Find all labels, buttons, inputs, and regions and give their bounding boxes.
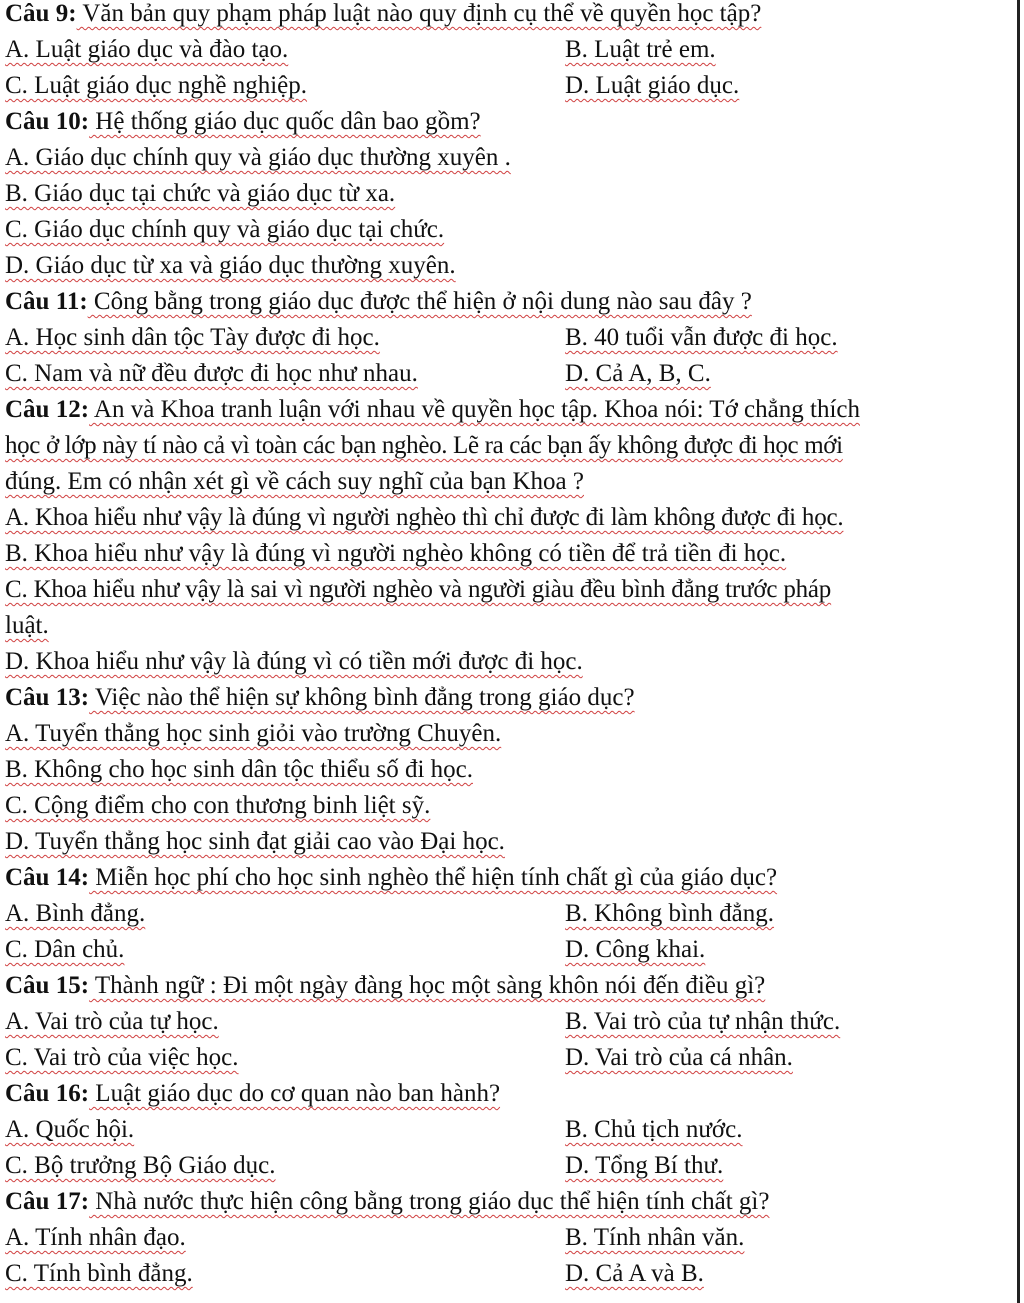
option-a: A. Giáo dục chính quy và giáo dục thường xuyên . — [5, 144, 511, 171]
question-12 — [5, 392, 1004, 428]
options-row — [5, 932, 1004, 968]
question-11 — [5, 284, 1004, 320]
question-text: Hệ thống giáo dục quốc dân bao gồm? — [89, 108, 481, 135]
question-16 — [5, 1076, 1004, 1112]
question-label: Câu 17: — [5, 1188, 90, 1215]
option-c: C. Dân chủ. — [5, 936, 125, 963]
question-text: Việc nào thể hiện sự không bình đẳng trong giáo dục? — [89, 684, 635, 711]
question-text: Văn bản quy phạm pháp luật nào quy định cụ thể về quyền học tập? — [76, 0, 762, 27]
option-d: D. Khoa hiểu như vậy là đúng vì có tiền mới được đi học. — [5, 648, 583, 675]
option-d: D. Vai trò của cá nhân. — [565, 1044, 793, 1071]
option-d: D. Cả A và B. — [565, 1260, 704, 1287]
options-row — [5, 1004, 1004, 1040]
question-text: Miễn học phí cho học sinh nghèo thể hiện tính chất gì của giáo dục? — [89, 864, 778, 891]
option-a: A. Tính nhân đạo. — [5, 1224, 186, 1251]
window-border — [1017, 0, 1020, 1303]
question-13 — [5, 680, 1004, 716]
question-label: Câu 11: — [5, 288, 88, 315]
option-b: B. 40 tuổi vẫn được đi học. — [565, 324, 838, 351]
option-a: A. Vai trò của tự học. — [5, 1008, 219, 1035]
option-a: A. Khoa hiểu như vậy là đúng vì người nghèo thì chỉ được đi làm không được đi học. — [5, 504, 844, 531]
option-d: D. Tổng Bí thư. — [565, 1152, 724, 1179]
question-14 — [5, 860, 1004, 896]
option-b: B. Khoa hiểu như vậy là đúng vì người nghèo không có tiền để trả tiền đi học. — [5, 540, 787, 567]
option-b: B. Không bình đẳng. — [565, 900, 775, 927]
question-label: Câu 12: — [5, 396, 90, 423]
question-label: Câu 9: — [5, 0, 77, 27]
option-c: C. Giáo dục chính quy và giáo dục tại chức. — [5, 216, 445, 243]
question-label: Câu 14: — [5, 864, 90, 891]
option-b: B. Vai trò của tự nhận thức. — [565, 1008, 841, 1035]
option-b: B. Tính nhân văn. — [565, 1224, 745, 1251]
option-b: B. Luật trẻ em. — [565, 36, 716, 63]
options-row — [5, 1148, 1004, 1184]
question-text-continued: học ở lớp này tí nào cả vì toàn các bạn nghèo. Lẽ ra các bạn ấy không được đi học mới — [5, 432, 843, 459]
option-c: C. Tính bình đẳng. — [5, 1260, 193, 1287]
option-d: D. Tuyển thẳng học sinh đạt giải cao vào Đại học. — [5, 828, 505, 855]
question-text: Thành ngữ : Đi một ngày đàng học một sàng khôn nói đến điều gì? — [89, 972, 766, 999]
option-a: A. Học sinh dân tộc Tày được đi học. — [5, 324, 380, 351]
question-text: Luật giáo dục do cơ quan nào ban hành? — [89, 1080, 501, 1107]
question-label: Câu 15: — [5, 972, 90, 999]
option-c: C. Bộ trưởng Bộ Giáo dục. — [5, 1152, 276, 1179]
question-9 — [5, 0, 1004, 32]
question-label: Câu 16: — [5, 1080, 90, 1107]
options-row — [5, 68, 1004, 104]
option-c: C. Vai trò của việc học. — [5, 1044, 239, 1071]
question-text: Nhà nước thực hiện công bằng trong giáo dục thể hiện tính chất gì? — [89, 1188, 770, 1215]
options-row — [5, 1220, 1004, 1256]
options-row — [5, 356, 1004, 392]
option-c-continued: luật. — [5, 612, 49, 639]
question-text-continued: đúng. Em có nhận xét gì về cách suy nghĩ của bạn Khoa ? — [5, 468, 584, 495]
options-row — [5, 32, 1004, 68]
option-c: C. Khoa hiểu như vậy là sai vì người nghèo và người giàu đều bình đẳng trước pháp — [5, 576, 832, 603]
option-a: A. Bình đẳng. — [5, 900, 146, 927]
question-text: Công bằng trong giáo dục được thể hiện ở nội dung nào sau đây ? — [87, 288, 752, 315]
option-b: B. Giáo dục tại chức và giáo dục từ xa. — [5, 180, 396, 207]
option-d: D. Giáo dục từ xa và giáo dục thường xuyên. — [5, 252, 456, 279]
option-d: D. Cả A, B, C. — [565, 360, 711, 387]
option-d: D. Luật giáo dục. — [565, 72, 740, 99]
option-a: A. Quốc hội. — [5, 1116, 135, 1143]
option-a: A. Tuyển thẳng học sinh giỏi vào trường Chuyên. — [5, 720, 502, 747]
option-b: B. Chủ tịch nước. — [565, 1116, 743, 1143]
question-17 — [5, 1184, 1004, 1220]
option-c: C. Nam và nữ đều được đi học như nhau. — [5, 360, 418, 387]
question-text: An và Khoa tranh luận với nhau về quyền học tập. Khoa nói: Tớ chẳng thích — [89, 396, 860, 423]
option-b: B. Không cho học sinh dân tộc thiểu số đi học. — [5, 756, 473, 783]
options-row — [5, 1112, 1004, 1148]
question-15 — [5, 968, 1004, 1004]
option-a: A. Luật giáo dục và đào tạo. — [5, 36, 289, 63]
option-d: D. Công khai. — [565, 936, 706, 963]
question-10 — [5, 104, 1004, 140]
question-label: Câu 13: — [5, 684, 90, 711]
options-row — [5, 1040, 1004, 1076]
options-row — [5, 320, 1004, 356]
options-row — [5, 1256, 1004, 1292]
option-c: C. Cộng điểm cho con thương binh liệt sỹ. — [5, 792, 431, 819]
question-label: Câu 10: — [5, 108, 90, 135]
options-row — [5, 896, 1004, 932]
option-c: C. Luật giáo dục nghề nghiệp. — [5, 72, 308, 99]
